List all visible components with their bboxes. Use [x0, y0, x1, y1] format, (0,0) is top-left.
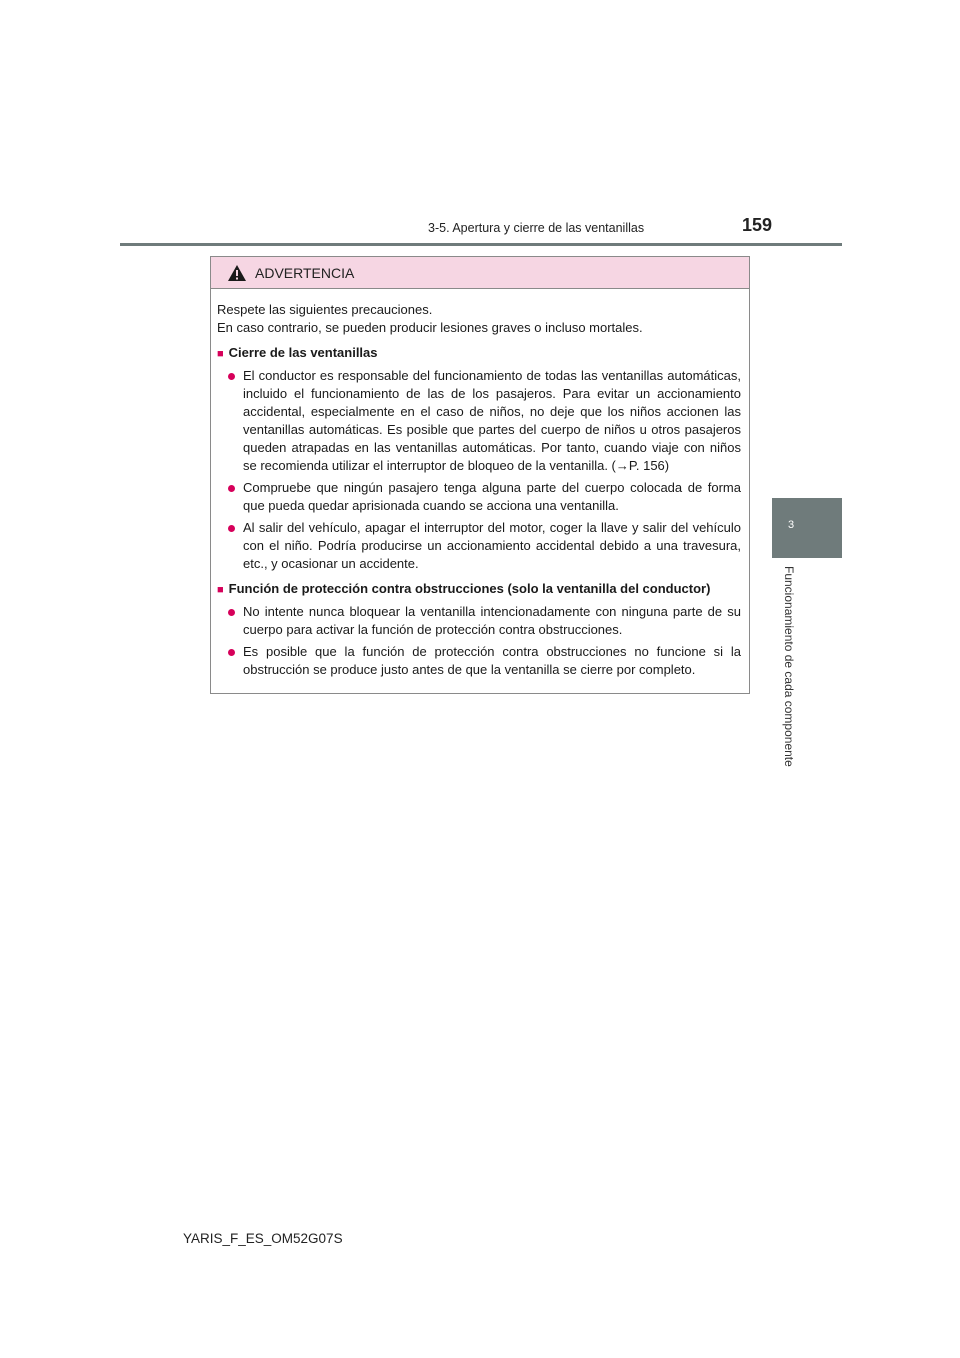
warning-body: [211, 289, 749, 693]
document-code: YARIS_F_ES_OM52G07S: [183, 1231, 343, 1246]
warning-intro: [217, 301, 741, 337]
header-rule: [120, 243, 842, 246]
list-item-text: El conductor es responsable del funcionamiento de todas las ventanillas automáticas, incluido el funcionamiento de las de los pasajeros. Para evitar un accionamiento accidental, especialmente en el caso de niños, no deje que los niños accionen las ventanillas automáticas. Es posible que partes del cuerpo de niños u otros pasajeros queden atrapadas en las ventanillas automáticas. Por tanto, cuando viaje con niños se recomienda utilizar el interruptor de bloqueo de la ventanilla. (→P. 156): [243, 368, 741, 473]
list-item: [217, 643, 741, 679]
chapter-tab: [772, 498, 842, 558]
section-heading-text: Función de protección contra obstrucciones (solo la ventanilla del conductor): [228, 581, 711, 596]
round-bullet-icon: [228, 609, 235, 616]
section-heading-text: Cierre de las ventanillas: [228, 345, 378, 360]
list-item-text: Compruebe que ningún pasajero tenga alguna parte del cuerpo colocada de forma que pueda quedar aprisionada cuando se acciona una ventanilla.: [243, 480, 741, 513]
section-title: 3-5. Apertura y cierre de las ventanillas: [428, 221, 645, 235]
list-item: [217, 479, 741, 515]
list-item: [217, 603, 741, 639]
page-number: 159: [742, 215, 773, 235]
chapter-title: Funcionamiento de cada componente: [782, 566, 796, 767]
chapter-number: 3: [788, 519, 795, 531]
square-bullet-icon: ■: [217, 348, 224, 360]
section-heading: [217, 344, 741, 363]
list-item: [217, 519, 741, 573]
list-item-text: No intente nunca bloquear la ventanilla intencionadamente con ninguna parte de su cuerpo para activar la función de protección contra obstrucciones.: [243, 604, 741, 637]
list-item-text: Al salir del vehículo, apagar el interruptor del motor, coger la llave y salir del vehículo con el niño. Podría producirse un accionamiento accidental debido a una travesura, etc., y ocasionar un accidente.: [243, 520, 741, 571]
warning-title: ADVERTENCIA: [255, 264, 355, 281]
warning-box: [210, 256, 750, 694]
warning-header: [211, 257, 749, 289]
warning-triangle-icon: [227, 264, 247, 282]
list-item-text: Es posible que la función de protección contra obstrucciones no funcione si la obstrucción se produce justo antes de que la ventanilla se cierre por completo.: [243, 644, 741, 677]
intro-line: En caso contrario, se pueden producir lesiones graves o incluso mortales.: [217, 320, 643, 335]
round-bullet-icon: [228, 649, 235, 656]
round-bullet-icon: [228, 485, 235, 492]
intro-line: Respete las siguientes precauciones.: [217, 302, 433, 317]
section-heading: [217, 580, 741, 599]
round-bullet-icon: [228, 525, 235, 532]
list-item: [217, 367, 741, 475]
square-bullet-icon: ■: [217, 584, 224, 596]
round-bullet-icon: [228, 373, 235, 380]
